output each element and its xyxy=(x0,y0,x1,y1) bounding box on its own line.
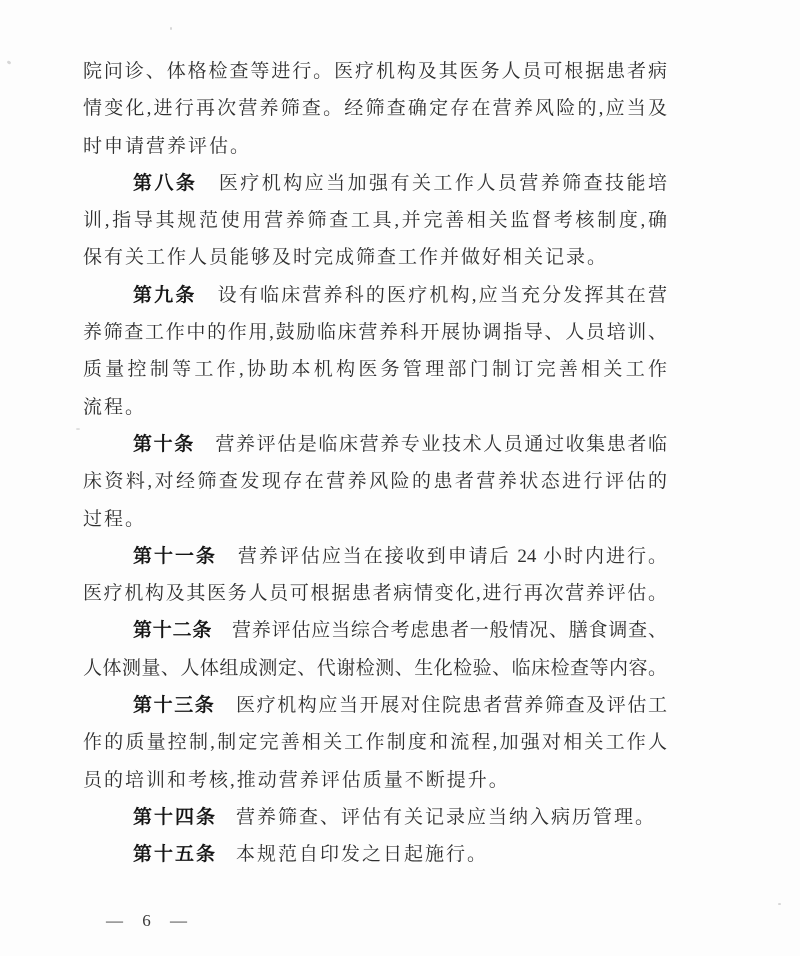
scan-speck xyxy=(76,428,80,430)
article-text: 营养筛查、评估有关记录应当纳入病历管理。 xyxy=(236,806,657,828)
para-continued-line: 时申请营养评估。 xyxy=(83,135,252,157)
article-heading: 第十条 xyxy=(133,433,195,455)
article-text: 营养评估应当在接收到申请后 24 小时内进行。 xyxy=(235,545,667,567)
article-text: 本规范自印发之日起施行。 xyxy=(236,844,489,866)
article-13-line: 作的质量控制,制定完善相关工作制度和流程,加强对相关工作人 xyxy=(83,732,667,754)
article-text: 医疗机构应当开展对住院患者营养筛查及评估工 xyxy=(234,695,667,717)
article-text: 设有临床营养科的医疗机构,应当充分发挥其在营 xyxy=(215,284,667,306)
article-14-line xyxy=(83,799,667,836)
document-body xyxy=(83,53,667,874)
para-continued-line: 情变化,进行再次营养筛查。经筛查确定存在营养风险的,应当及 xyxy=(83,98,667,120)
article-12-line: 人体测量、人体组成测定、代谢检测、生化检验、临床检查等内容。 xyxy=(83,657,667,679)
article-heading: 第十四条 xyxy=(133,806,218,828)
article-9-line: 流程。 xyxy=(83,396,147,418)
article-heading: 第九条 xyxy=(133,284,197,306)
article-heading: 第十五条 xyxy=(133,844,218,866)
article-heading: 第十三条 xyxy=(133,695,216,717)
article-heading: 第十一条 xyxy=(133,545,217,567)
article-heading: 第十二条 xyxy=(133,620,213,642)
article-10-line xyxy=(83,426,667,463)
article-10-line: 床资料,对经筛查发现存在营养风险的患者营养状态进行评估的 xyxy=(83,471,667,493)
para-continued-line: 院问诊、体格检查等进行。医疗机构及其医务人员可根据患者病 xyxy=(83,61,667,82)
article-11-line: 医疗机构及其医务人员可根据患者病情变化,进行再次营养评估。 xyxy=(83,583,667,605)
article-text: 营养评估是临床营养专业技术人员通过收集患者临 xyxy=(213,433,667,455)
article-heading: 第八条 xyxy=(133,172,198,194)
article-9-line: 质量控制等工作,协助本机构医务管理部门制订完善相关工作 xyxy=(83,359,667,381)
scan-speck xyxy=(7,60,12,65)
article-8-line xyxy=(83,165,667,202)
article-13-line: 员的培训和考核,推动营养评估质量不断提升。 xyxy=(83,769,510,791)
article-12-line xyxy=(83,612,667,649)
scan-speck xyxy=(170,27,172,30)
article-8-line: 训,指导其规范使用营养筛查工具,并完善相关监督考核制度,确 xyxy=(83,210,667,232)
article-text: 营养评估应当综合考虑患者一般情况、膳食调查、 xyxy=(231,620,667,642)
article-13-line xyxy=(83,687,667,724)
article-text: 医疗机构应当加强有关工作人员营养筛查技能培 xyxy=(216,172,667,194)
scan-speck xyxy=(778,903,781,905)
article-10-line: 过程。 xyxy=(83,508,147,530)
article-9-line: 养筛查工作中的作用,鼓励临床营养科开展协调指导、人员培训、 xyxy=(83,322,667,344)
page-number: — 6 — xyxy=(106,911,190,930)
article-8-line: 保有关工作人员能够及时完成筛查工作并做好相关记录。 xyxy=(83,247,609,269)
article-9-line xyxy=(83,277,667,314)
article-11-line xyxy=(83,538,667,575)
article-15-line xyxy=(83,836,667,873)
